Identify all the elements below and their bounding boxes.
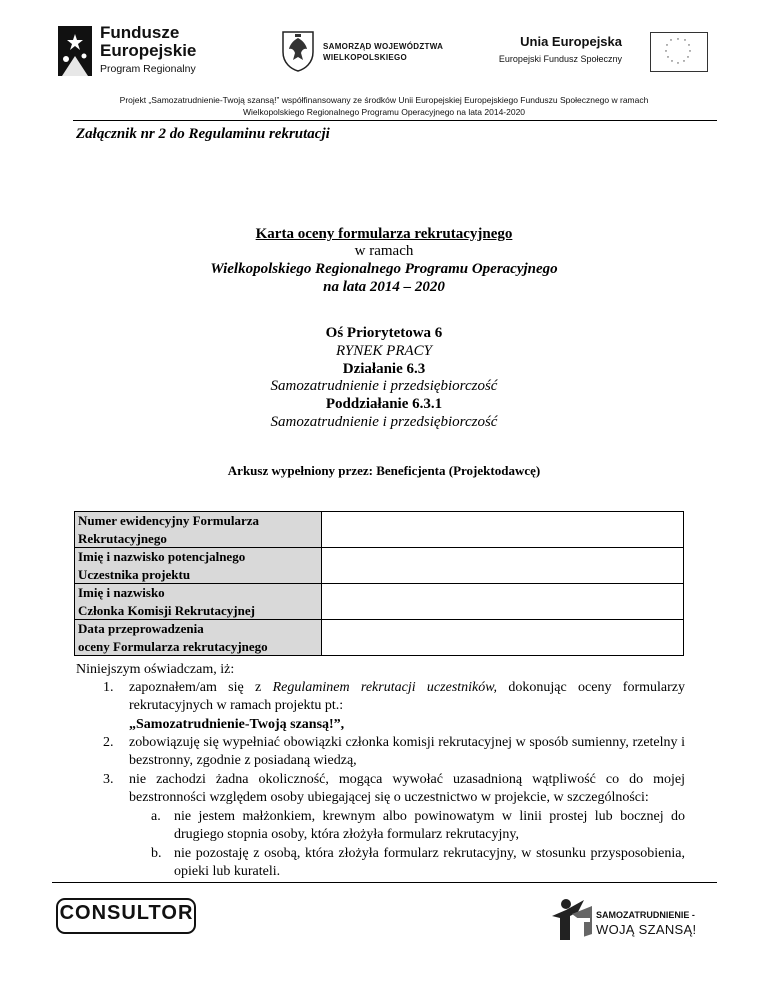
svg-text:*: * [670,39,672,45]
table-row [75,548,684,584]
committee-member-field[interactable] [322,584,684,620]
declaration-item-3a: nie jestem małżonkiem, krewnym albo powinowatym w linii prostej lub bocznej do drugiego stopnia osoby, która złożyła formularz rekrutacyjny, [174,809,685,843]
svg-text:*: * [665,50,667,56]
participant-name-field[interactable] [322,548,684,584]
samo-logo-line2: WOJĄ SZANSĄ! [596,922,697,937]
eu-flag-icon [650,32,708,72]
item1-text-b: dokonując oceny formularzy rekrutacyjnych w ramach projektu pt.: [129,680,685,714]
consultor-logo-text: CONSULTOR [59,902,194,924]
row-label-line1: Imię i nazwisko potencjalnego [78,549,246,564]
item-number: 3. [103,772,114,787]
row-label-line2: Rekrutacyjnego [78,530,167,546]
svg-text:*: * [666,44,668,50]
item-letter: a. [151,809,161,824]
svg-text:*: * [683,60,685,66]
unia-europejska-logo [498,28,710,78]
coat-of-arms-icon [281,30,315,72]
table-label-cell [75,512,322,548]
fe-logo-line3: Program Regionalny [100,63,196,75]
fe-logo-line1: Fundusze [100,23,180,42]
item-number: 1. [103,680,114,695]
svg-text:*: * [671,60,673,66]
row-label-line2: oceny Formularza rekrutacyjnego [78,638,268,654]
declaration-item-1 [129,679,685,734]
table-label-cell [75,620,322,656]
action-name: Samozatrudnienie i przedsiębiorczość [270,378,498,394]
item1-project-name: „Samozatrudnienie-Twoją szansą!”, [129,716,345,732]
declaration-intro: Niniejszym oświadczam, iż: [76,662,235,677]
item1-regulation-name: Regulaminem rekrutacji uczestników, [272,680,498,695]
declaration-item-2: zobowiązuję się wypełniać obowiązki członka komisji rekrutacyjnej w sposób sumienny, rzetelny i bezstronny, zgodnie z posiadaną wiedzą, [129,735,685,769]
table-row [75,512,684,548]
subaction-name: Samozatrudnienie i przedsiębiorczość [270,414,498,430]
ue-logo-subtitle: Europejski Fundusz Społeczny [498,54,622,64]
samozatrudnienie-logo [548,894,728,946]
row-label-line2: Uczestnika projektu [78,566,191,582]
svg-text:*: * [667,56,669,62]
table-label-cell [75,548,322,584]
action-label: Działanie 6.3 [342,361,426,377]
fundusze-europejskie-logo [58,24,238,80]
samorzad-wojewodztwa-logo [281,30,461,74]
item-letter: b. [151,846,162,861]
table-row [75,584,684,620]
program-name: Wielkopolskiego Regionalnego Programu Operacyjnego [210,261,558,277]
row-label-line1: Imię i nazwisko [78,585,165,600]
header-divider [73,120,717,121]
annex-title: Załącznik nr 2 do Regulaminu rekrutacji [76,126,330,142]
svg-text:*: * [677,38,679,44]
registration-number-field[interactable] [322,512,684,548]
subaction-label: Poddziałanie 6.3.1 [325,396,443,412]
svg-text:*: * [677,62,679,68]
samo-logo-line1: SAMOZATRUDNIENIE - [596,910,695,920]
priority-axis-name: RYNEK PRACY [336,343,432,359]
item1-text-a: zapoznałem/am się z [129,680,273,695]
sw-logo-line1: SAMORZĄD WOJEWÓDZTWA [323,42,444,51]
row-label-line1: Data przeprowadzenia [78,621,204,636]
priority-axis-label: Oś Priorytetowa 6 [325,325,443,341]
ue-logo-title: Unia Europejska [520,34,622,49]
project-info-line2: Wielkopolskiego Regionalnego Programu Operacyjnego na lata 2014-2020 [242,107,526,117]
project-info-line1: Projekt „Samozatrudnienie-Twoją szansą!” współfinansowany ze środków Unii Europejskiej Europejskiego Funduszu Społecznego w ramach [119,95,649,105]
svg-text:*: * [689,50,691,56]
evaluation-info-table [74,511,684,656]
evaluation-date-field[interactable] [322,620,684,656]
row-label-line1: Numer ewidencyjny Formularza [78,513,260,528]
svg-text:*: * [687,56,689,62]
table-row [75,620,684,656]
samozatrudnienie-mark-icon [548,894,594,942]
consultor-logo [56,898,198,936]
row-label-line2: Członka Komisji Rekrutacyjnej [78,602,255,618]
document-title: Karta oceny formularza rekrutacyjnego [255,226,513,242]
filled-by-line: Arkusz wypełniony przez: Beneficjenta (Projektodawcę) [227,463,541,478]
fundusze-europejskie-mark-icon [58,26,92,76]
item-number: 2. [103,735,114,750]
document-subtitle: w ramach [354,243,414,259]
program-years: na lata 2014 – 2020 [323,279,445,295]
svg-text:*: * [684,39,686,45]
declaration-item-3b: nie pozostaję z osobą, która złożyła formularz rekrutacyjny, w stosunku przysposobienia, opieki lub kurateli. [174,846,685,880]
footer-divider [52,882,717,883]
table-label-cell [75,584,322,620]
svg-text:*: * [688,44,690,50]
declaration-item-3: nie zachodzi żadna okoliczność, mogąca wywołać uzasadnioną wątpliwość co do mojej bezstronności względem osoby ubiegającej się o uczestnictwo w projekcie, w szczególności: [129,772,685,806]
fe-logo-line2: Europejskie [100,41,197,60]
sw-logo-line2: WIELKOPOLSKIEGO [323,53,408,62]
